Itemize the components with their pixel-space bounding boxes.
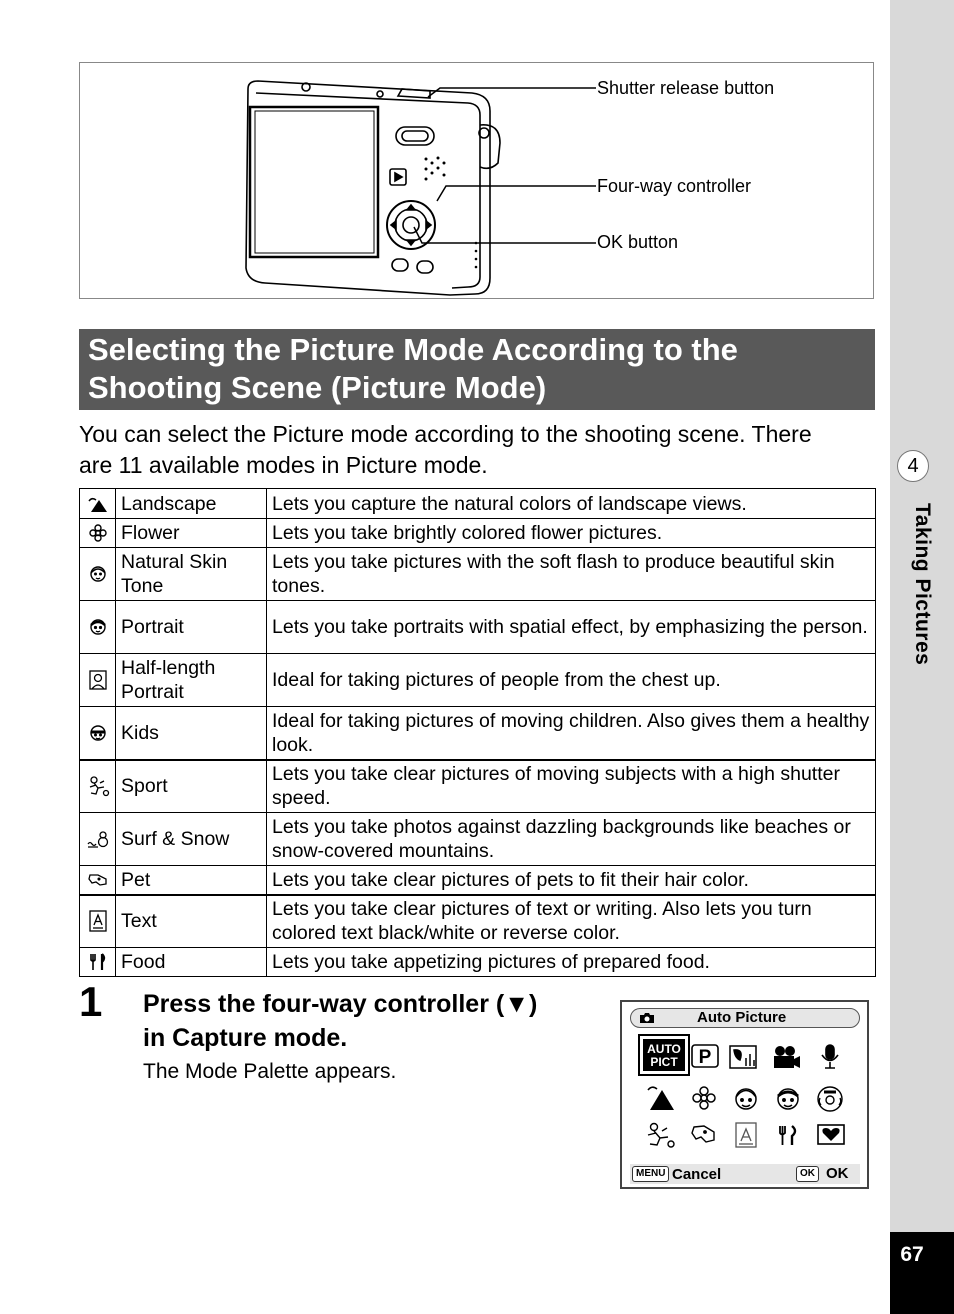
chapter-number: 4: [897, 450, 929, 482]
step-title-line1: Press the four-way controller (▼): [143, 990, 538, 1018]
mode-name: Flower: [116, 519, 267, 548]
flower-icon: [80, 519, 116, 548]
table-row: [80, 601, 876, 654]
mode-description: Lets you take photos against dazzling backgrounds like beaches or snow-covered mountains.: [267, 813, 876, 866]
half-length-portrait-icon: [80, 654, 116, 707]
mode-name: Food: [116, 948, 267, 977]
palette-mode-grid: [622, 1002, 867, 1187]
flower-icon[interactable]: [693, 1087, 715, 1109]
table-row: [80, 489, 876, 519]
mode-description: Lets you take pictures with the soft flash to produce beautiful skin tones.: [267, 548, 876, 601]
mode-name: Landscape: [116, 489, 267, 519]
picture-modes-table: [79, 488, 876, 977]
page-number: 67: [900, 1243, 924, 1266]
pet-icon: [80, 866, 116, 895]
mode-name: Half-length Portrait: [116, 654, 267, 707]
step-title-line2: in Capture mode.: [143, 1024, 348, 1052]
kids-icon: [80, 707, 116, 760]
food-icon[interactable]: [780, 1126, 795, 1145]
table-row: [80, 654, 876, 707]
palette-footer: [630, 1164, 860, 1184]
camera-figure: [79, 62, 874, 299]
program-label: P: [698, 1047, 712, 1068]
mode-description: Ideal for taking pictures of moving children. Also gives them a healthy look.: [267, 707, 876, 760]
mode-name: Sport: [116, 760, 267, 813]
food-icon: [80, 948, 116, 977]
section-title-line2: Shooting Scene (Picture Mode): [88, 370, 547, 405]
mode-description: Lets you take appetizing pictures of prepared food.: [267, 948, 876, 977]
menu-key[interactable]: MENU: [632, 1166, 669, 1182]
intro-line1: You can select the Picture mode according to the shooting scene. There: [79, 421, 812, 447]
mode-name: Portrait: [116, 601, 267, 654]
favorite-heart-icon[interactable]: [818, 1125, 844, 1144]
ok-label: OK: [826, 1165, 849, 1182]
auto-picture-mode-icon[interactable]: [639, 1035, 689, 1075]
night-scene-mode-icon[interactable]: [730, 1046, 756, 1068]
text-icon[interactable]: [736, 1123, 756, 1147]
sport-icon: [80, 760, 116, 813]
intro-line2: are 11 available modes in Picture mode.: [79, 452, 488, 478]
step-number: 1: [79, 978, 103, 1025]
landscape-icon: [80, 489, 116, 519]
portrait-icon: [80, 601, 116, 654]
auto-label-line2: PICT: [650, 1055, 678, 1069]
auto-label-line1: AUTO: [647, 1042, 681, 1056]
kids-icon[interactable]: [818, 1087, 842, 1111]
table-row: [80, 895, 876, 948]
pet-icon[interactable]: [692, 1126, 714, 1142]
table-row: [80, 548, 876, 601]
portrait-icon[interactable]: [778, 1089, 798, 1109]
section-title-line1: Selecting the Picture Mode According to the: [88, 332, 738, 367]
voice-recording-mode-icon[interactable]: [822, 1045, 838, 1068]
natural-skin-tone-icon[interactable]: [736, 1089, 756, 1109]
text-icon: [80, 895, 116, 948]
intro-paragraph: [79, 419, 879, 481]
callout-shutter-release: Shutter release button: [597, 78, 775, 98]
table-row: [80, 866, 876, 895]
natural-skin-tone-icon: [80, 548, 116, 601]
surf-snow-icon: [80, 813, 116, 866]
mode-description: Lets you take brightly colored flower pictures.: [267, 519, 876, 548]
mode-name: Text: [116, 895, 267, 948]
table-row: [80, 948, 876, 977]
mode-description: Lets you take clear pictures of moving subjects with a high shutter speed.: [267, 760, 876, 813]
callout-four-way-controller: Four-way controller: [597, 176, 752, 196]
palette-title: Auto Picture: [697, 1009, 787, 1026]
mode-name: Surf & Snow: [116, 813, 267, 866]
table-row: [80, 519, 876, 548]
ok-key[interactable]: OK: [796, 1166, 819, 1182]
table-row: [80, 813, 876, 866]
mode-name: Pet: [116, 866, 267, 895]
movie-mode-icon[interactable]: [774, 1046, 800, 1068]
landscape-icon[interactable]: [648, 1087, 674, 1110]
mode-description: Lets you take clear pictures of pets to fit their hair color.: [267, 866, 876, 895]
table-row: [80, 760, 876, 813]
cancel-label: Cancel: [672, 1166, 722, 1183]
mode-description: Lets you take portraits with spatial effect, by emphasizing the person.: [267, 601, 876, 654]
table-row: [80, 707, 876, 760]
chapter-title: Taking Pictures: [911, 503, 934, 666]
step-title: [143, 987, 613, 1055]
mode-palette-screen: [620, 1000, 869, 1189]
step-description: The Mode Palette appears.: [143, 1060, 397, 1083]
program-mode-icon[interactable]: [692, 1045, 718, 1068]
sport-icon[interactable]: [648, 1124, 674, 1148]
mode-description: Lets you capture the natural colors of landscape views.: [267, 489, 876, 519]
mode-name: Natural Skin Tone: [116, 548, 267, 601]
callout-ok-button: OK button: [597, 232, 679, 252]
mode-description: Ideal for taking pictures of people from the chest up.: [267, 654, 876, 707]
section-heading: [79, 329, 875, 410]
mode-description: Lets you take clear pictures of text or writing. Also lets you turn colored text black/white or reverse color.: [267, 895, 876, 948]
mode-name: Kids: [116, 707, 267, 760]
